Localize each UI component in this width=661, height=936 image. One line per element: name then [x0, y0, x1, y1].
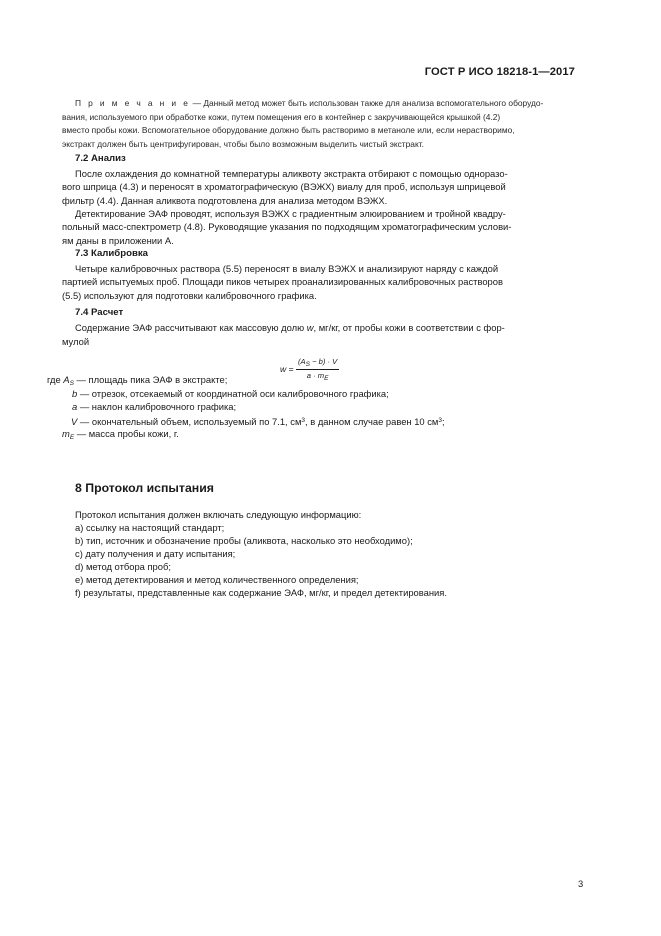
document-header: ГОСТ Р ИСО 18218-1—2017 — [424, 66, 575, 78]
text-line: (5.5) используют для подготовки калибровочного графика. — [62, 289, 317, 301]
section-7-3-heading: 7.3 Калибровка — [75, 248, 148, 259]
text-line: польный масс-спектрометр (4.8). Руководящие указания по подходящим хроматографическим услови- — [62, 221, 512, 233]
list-item: a) ссылку на настоящий стандарт; — [75, 522, 225, 533]
definition-V: V — окончательный объем, используемый по 7.1, $см^3$, в данном случае равен 10 $см^3$; — [71, 415, 445, 427]
note-line-2: вания, используемого при обработке кожи, путем помещения его в контейнер с закручивающейся крышкой (4.2) — [62, 111, 501, 122]
formula: w = $\frac{(A_S - b) \cdot V}{a \cdot m_E}$ — [280, 357, 338, 382]
definition-mE: $m_E$ — масса пробы кожи, г. — [62, 428, 179, 441]
definition-A: где $A_S$ — площадь пика ЭАФ в экстракте; — [47, 374, 228, 387]
variable-definitions — [0, 373, 620, 443]
definition-b: b — отрезок, отсекаемый от координатной оси калибровочного графика; — [72, 387, 389, 399]
text-line: Содержание ЭАФ рассчитывают как массовую долю w, мг/кг, от пробы кожи в соответствии с фор- — [75, 322, 505, 333]
section-7-3-body — [62, 262, 602, 304]
note-line-1: П р и м е ч а н и е — Данный метод может быть использован также для анализа вспомогательного оборудо- — [75, 98, 544, 108]
list-item: e) метод детектирования и метод количественного определения; — [75, 574, 359, 585]
formula-denominator: $a \cdot m_E$ — [306, 371, 329, 382]
section-7-2-body — [62, 167, 602, 247]
section-8-heading: 8 Протокол испытания — [75, 481, 214, 495]
note-line-3: вместо пробы кожи. Вспомогательное оборудование должно быть растворимо в метаноле или, если нерастворимо, — [62, 125, 515, 135]
section-7-2-heading: 7.2 Анализ — [75, 153, 126, 164]
text-line: партией испытуемых проб. Площади пиков четырех проанализированных калибровочных растворов — [62, 276, 503, 288]
list-item: b) тип, источник и обозначение пробы (аликвота, насколько это необходимо); — [75, 535, 413, 546]
section-8-body — [75, 508, 605, 598]
text-line: Детектирование ЭАФ проводят, используя ВЭЖХ с градиентным элюированием и тройной квадру- — [75, 208, 506, 219]
definition-a: a — наклон калибровочного графика; — [72, 401, 237, 412]
text-line: После охлаждения до комнатной температуры аликвоту экстракта отбирают с помощью одноразо- — [75, 168, 508, 179]
section-7-4-body — [62, 321, 602, 351]
text-line: мулой — [62, 336, 90, 347]
list-item: c) дату получения и дату испытания; — [75, 548, 236, 559]
formula-numerator: $(A_S - b) \cdot V$ — [298, 357, 338, 368]
note-line-4: экстракт должен быть центрифугирован, чтобы было возможным выделить чистый экстракт. — [62, 138, 424, 149]
page-number: 3 — [578, 878, 584, 889]
note-block — [62, 97, 595, 153]
text-line: Четыре калибровочных раствора (5.5) переносят в виалу ВЭЖХ и анализируют наряду с каждой — [75, 263, 499, 274]
text-line: вого шприца (4.3) и переносят в хроматографическую (ВЭЖХ) виалу для проб, используя шприцевой — [62, 181, 506, 193]
section-7-4-heading: 7.4 Расчет — [75, 307, 124, 318]
section-8-intro: Протокол испытания должен включать следующую информацию: — [75, 509, 362, 520]
text-line: фильтр (4.4). Данная аликвота подготовлена для анализа методом ВЭЖХ. — [62, 194, 388, 206]
list-item: f) результаты, представленные как содержание ЭАФ, мг/кг, и предел детектирования. — [75, 587, 447, 598]
text-line: ям даны в приложении А. — [62, 234, 174, 246]
note-label: П р и м е ч а н и е — [75, 98, 191, 108]
list-item: d) метод отбора проб; — [75, 561, 171, 572]
